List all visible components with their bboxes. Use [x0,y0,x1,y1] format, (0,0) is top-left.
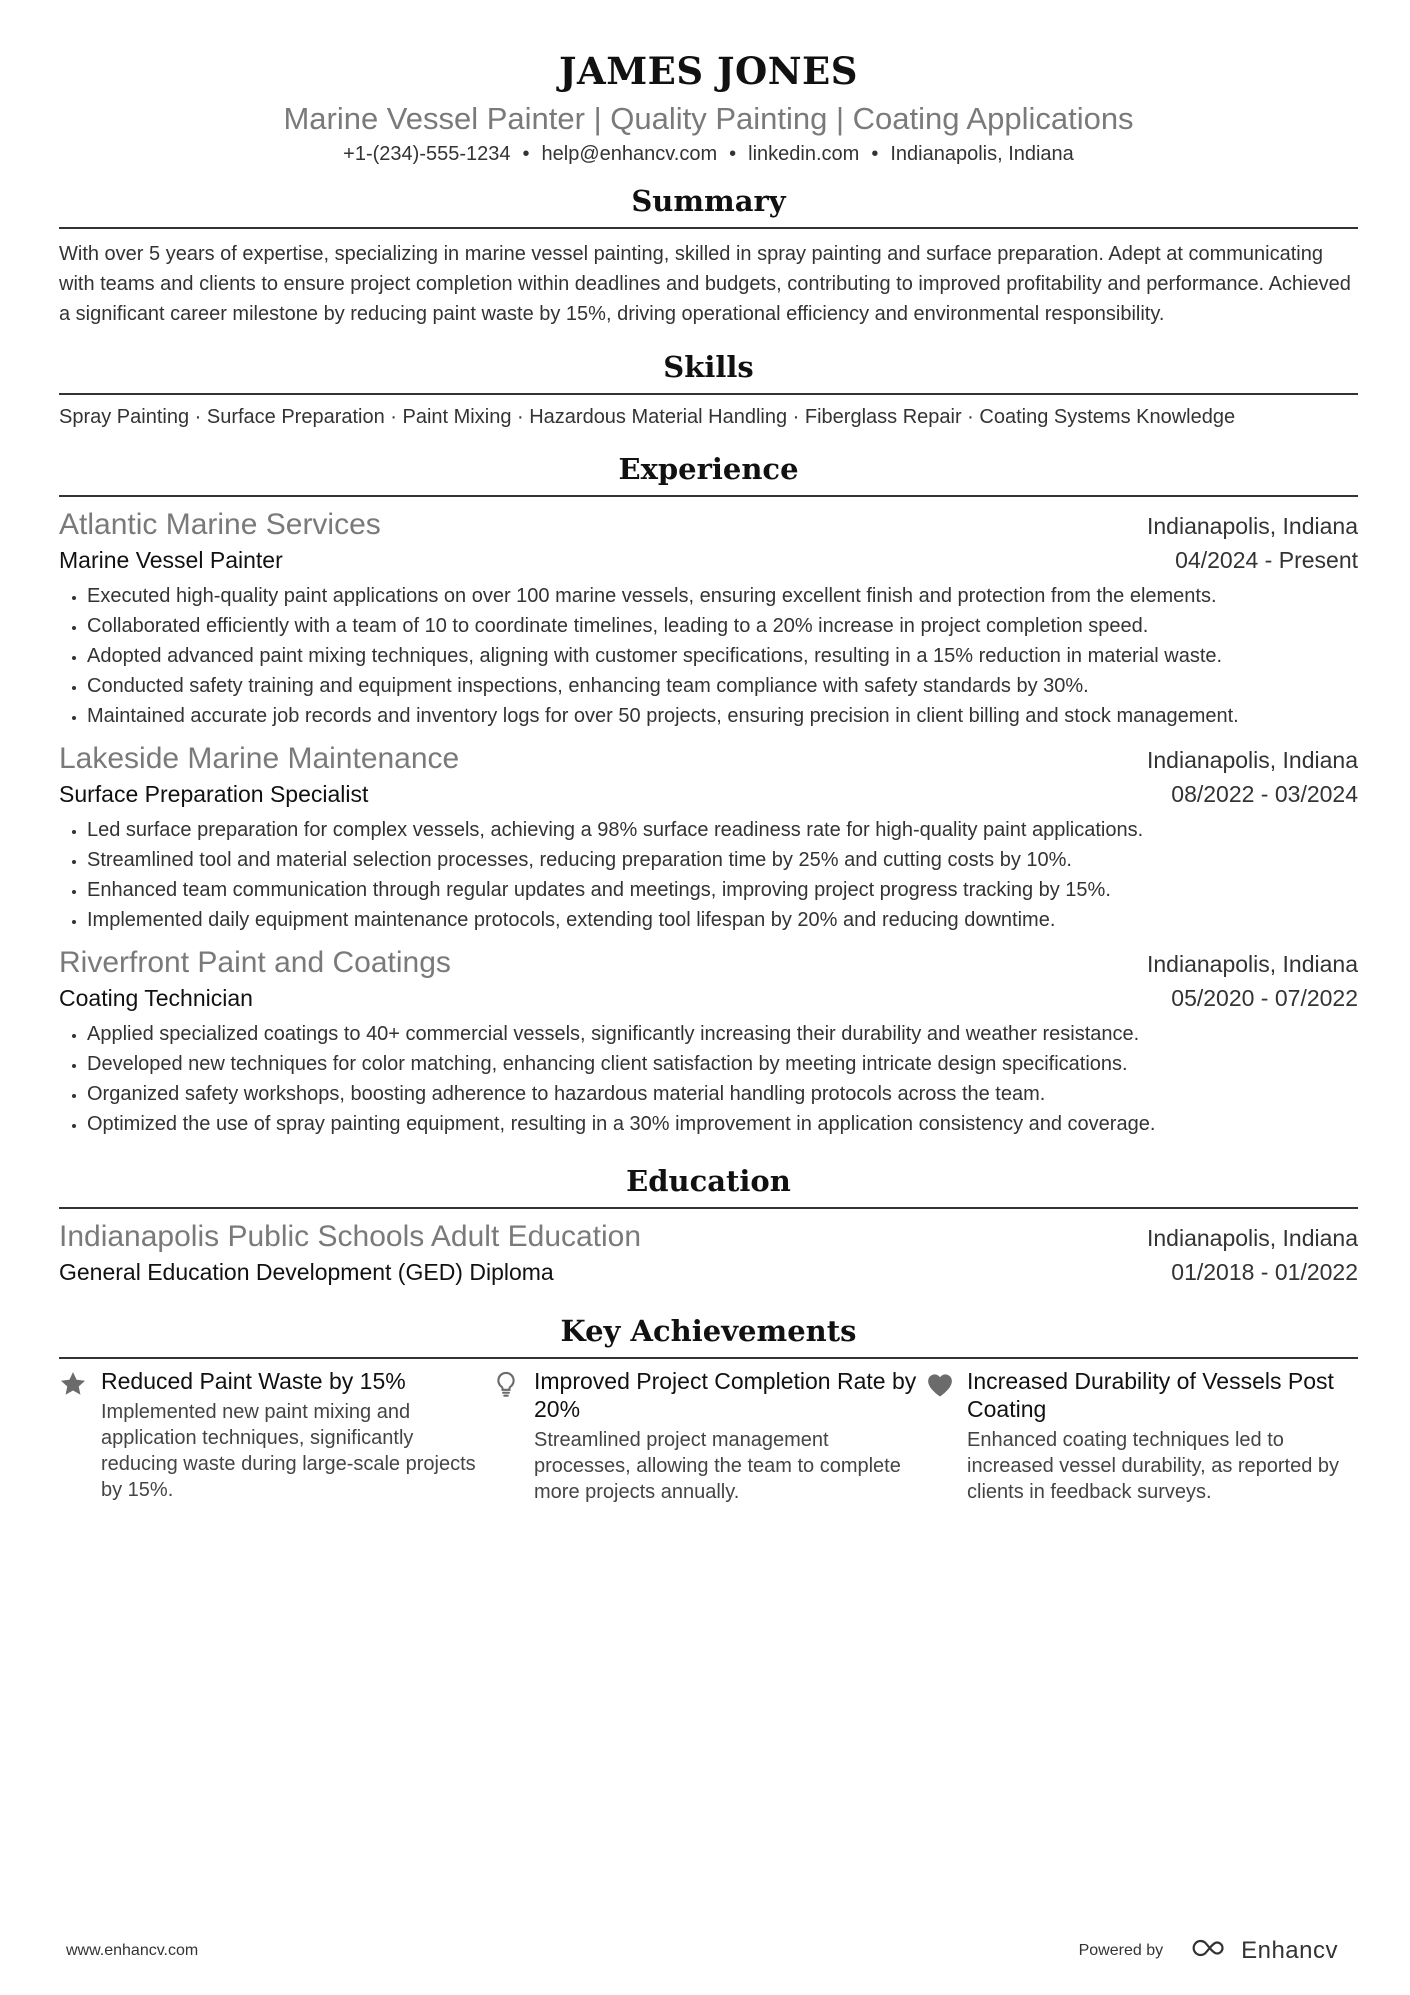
bullet-item: • Optimized the use of spray painting equipment, resulting in a 30% improvement in application consistency and coverage. [87,1109,1358,1139]
job-bullets [59,581,1358,731]
job-location: Indianapolis, Indiana [1147,747,1358,773]
powered-by-label: Powered by [1078,1941,1164,1959]
summary-section [59,183,1358,329]
job-role: Coating Technician [59,985,253,1011]
bullet-item: • Conducted safety training and equipment inspections, enhancing team compliance with safety standards by 30%. [87,671,1358,701]
section-title-summary: Summary [631,184,786,218]
achievement-title: Improved Project Completion Rate by 20% [534,1368,917,1422]
contact-email[interactable]: help@enhancv.com [541,143,718,165]
section-divider [59,1207,1358,1209]
section-title-education: Education [626,1164,791,1198]
degree-name: General Education Development (GED) Diploma [59,1259,554,1285]
lightbulb-icon [492,1367,534,1505]
job-role: Surface Preparation Specialist [59,781,369,807]
company-name: Riverfront Paint and Coatings [59,946,451,979]
school-name: Indianapolis Public Schools Adult Education [59,1220,642,1253]
section-title-achievements: Key Achievements [560,1314,857,1348]
separator-dot: • [729,143,737,165]
bullet-item: • Streamlined tool and material selection processes, reducing preparation time by 25% and cutting costs by 10%. [87,845,1358,875]
experience-entry [59,945,1358,1139]
company-name: Atlantic Marine Services [59,508,381,541]
job-role: Marine Vessel Painter [59,547,283,573]
separator-dot: • [522,143,530,165]
job-dates: 04/2024 - Present [1175,547,1358,573]
bullet-item: • Adopted advanced paint mixing techniques, aligning with customer specifications, resulting in a 15% reduction in material waste. [87,641,1358,671]
summary-text: With over 5 years of expertise, specializing in marine vessel painting, skilled in spray painting and surface preparation. Adept at communicating with teams and clients to ensure project completion within deadlines and budgets, contributing to improved profitability and performance. Achieved a significant career milestone by reducing paint waste by 15%, driving operational efficiency and environmental responsibility. [59,243,1351,325]
achievement-item [492,1367,925,1505]
bullet-item: • Organized safety workshops, boosting adherence to hazardous material handling protocols across the team. [87,1079,1358,1109]
star-icon [59,1367,101,1505]
heart-icon [925,1367,967,1505]
experience-entry [59,507,1358,731]
contact-location: Indianapolis, Indiana [890,143,1074,165]
achievement-item [925,1367,1358,1505]
section-divider [59,393,1358,395]
contact-linkedin[interactable]: linkedin.com [748,143,860,165]
education-dates: 01/2018 - 01/2022 [1171,1259,1358,1285]
skills-section [59,349,1358,431]
education-entry [59,1219,1358,1289]
resume-page [59,0,1358,1505]
job-location: Indianapolis, Indiana [1147,513,1358,539]
company-name: Lakeside Marine Maintenance [59,742,460,775]
section-title-skills: Skills [663,350,754,384]
job-location: Indianapolis, Indiana [1147,951,1358,977]
experience-entry [59,741,1358,935]
footer-website[interactable]: www.enhancv.com [66,1942,199,1959]
candidate-title: Marine Vessel Painter | Quality Painting | Coating Applications [283,101,1134,136]
bullet-item: • Collaborated efficiently with a team of 10 to coordinate timelines, leading to a 20% increase in project completion speed. [87,611,1358,641]
contact-phone: +1-(234)-555-1234 [343,143,511,165]
achievement-description: Implemented new paint mixing and application techniques, significantly reducing waste during large-scale projects by 15%. [101,1401,476,1501]
job-bullets [59,1019,1358,1139]
achievements-section [59,1313,1358,1505]
section-divider [59,227,1358,229]
section-divider [59,1357,1358,1359]
bullet-item: • Applied specialized coatings to 40+ commercial vessels, significantly increasing their durability and weather resistance. [87,1019,1358,1049]
achievements-grid [59,1367,1358,1505]
experience-section [59,451,1358,1139]
job-bullets [59,815,1358,935]
resume-header [59,0,1358,167]
job-dates: 08/2022 - 03/2024 [1171,781,1358,807]
skills-list: Spray Painting · Surface Preparation · Paint Mixing · Hazardous Material Handling · Fiberglass Repair · Coating Systems Knowledge [59,406,1236,428]
achievement-title: Reduced Paint Waste by 15% [101,1368,406,1394]
education-section [59,1163,1358,1289]
achievement-description: Streamlined project management processes, allowing the team to complete more projects annually. [534,1429,901,1503]
bullet-item: • Executed high-quality paint applications on over 100 marine vessels, ensuring excellent finish and protection from the elements. [87,581,1358,611]
achievement-title: Increased Durability of Vessels Post Coating [967,1368,1334,1422]
section-divider [59,495,1358,497]
bullet-item: • Led surface preparation for complex vessels, achieving a 98% surface readiness rate for high-quality paint applications. [87,815,1358,845]
school-location: Indianapolis, Indiana [1147,1225,1358,1251]
section-title-experience: Experience [618,452,799,486]
bullet-item: • Developed new techniques for color matching, enhancing client satisfaction by meeting intricate design specifications. [87,1049,1358,1079]
separator-dot: • [871,143,879,165]
job-dates: 05/2020 - 07/2022 [1171,985,1358,1011]
footer-branding [1079,1936,1338,1965]
enhancv-logo-icon [1189,1936,1233,1965]
contact-line [59,141,1358,167]
candidate-name: JAMES JONES [559,49,858,93]
brand-name[interactable]: Enhancv [1241,1936,1338,1964]
bullet-item: • Implemented daily equipment maintenance protocols, extending tool lifespan by 20% and reducing downtime. [87,905,1358,935]
achievement-description: Enhanced coating techniques led to increased vessel durability, as reported by clients in feedback surveys. [967,1429,1340,1503]
bullet-item: • Enhanced team communication through regular updates and meetings, improving project progress tracking by 15%. [87,875,1358,905]
achievement-item [59,1367,492,1505]
bullet-item: • Maintained accurate job records and inventory logs for over 50 projects, ensuring precision in client billing and stock management. [87,701,1358,731]
